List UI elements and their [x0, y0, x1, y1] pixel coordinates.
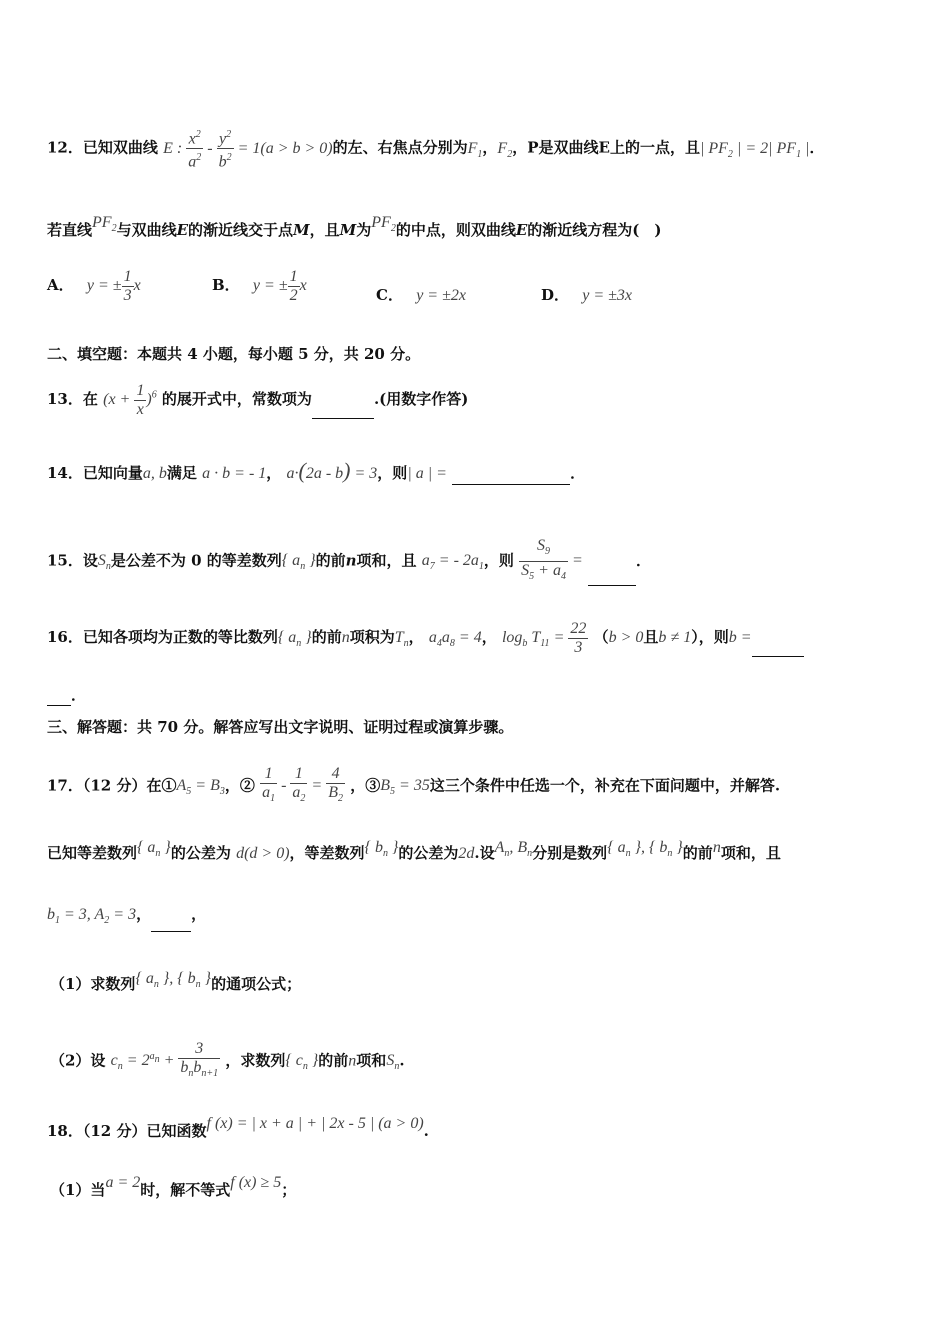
binomial-expression: (x + $\frac{1}{x}$ )$^6$ — [103, 382, 157, 418]
q14-answer-blank[interactable] — [452, 470, 570, 485]
q13: 13．在 (x + $\frac{1}{x}$ )$^6$ 的展开式中，常数项为 .(用数字作答) — [47, 382, 469, 418]
q14: 14．已知向量a, b满足 a · b = - 1， a·(2a - b) = 3，则| a | = ． — [47, 458, 586, 483]
q17-condition-blank[interactable] — [151, 917, 191, 932]
q15: 15．设$S_n$是公差不为 0 的等差数列{ $a_n$ }的前n项和，且 $a_7$ = - $2a_1$，则 $\frac{S_9}{S_5 + a_4}$ = ． — [47, 537, 651, 586]
q16-continuation: ． — [47, 684, 86, 706]
q17-line3: $b_1 = 3$, $A_2 = 3$， ， — [47, 903, 206, 932]
q17-part1: （1）求数列{ $a_n$ }, { $b_n$ }的通项公式； — [50, 970, 302, 993]
q17-line1: 17．（12 分）在$①A_5 = B_3$，② $\frac{1}{a_1}$ - $\frac{1}{a_2}$ = $\frac{4}{B_2}$ ，$③B_5 = 35$这三个条件中任选一个，补充在下面问题中，并解答. — [47, 765, 781, 805]
q17-line2: 已知等差数列{ $a_n$ }的公差为 d(d > 0)，等差数列{ $b_n$ }的公差为2d.设$A_n$, $B_n$分别是数列{ $a_n$ }, { $b_n$ }的前n项和，且 — [47, 839, 781, 862]
q12-option-c[interactable]: C． y = ±2x — [376, 286, 466, 304]
q15-answer-blank[interactable] — [588, 571, 636, 586]
q17-part2: （2）设 $c_n = 2^{a_n}$ + 3 $b_nb_{n+1}$ ，求数列{ $c_n$ }的前n项和$S_n$. — [50, 1040, 405, 1080]
section-2-heading: 二、填空题：本题共 4 小题，每小题 5 分，共 20 分。 — [47, 345, 421, 363]
q18: 18．（12 分）已知函数f (x) = | x + a | + | 2x - 5 | (a > 0). — [47, 1115, 429, 1140]
q12-line2: 若直线$PF_2$与双曲线E的渐近线交于点M，且M为$PF_2$的中点，则双曲线E的渐近线方程为( ) — [47, 214, 662, 239]
q12-option-b[interactable]: B． y = ± $\frac{1}{2}$ x — [212, 268, 307, 304]
section-3-heading: 三、解答题：共 70 分。解答应写出文字说明、证明过程或演算步骤。 — [47, 718, 514, 736]
q16: 16．已知各项均为正数的等比数列{ $a_n$ }的前n项积为$T_n$， $a_4a_8 = 4$， $\log_b T_{11}$ = $\frac{22}{3}$ （b > 0且b ≠ 1），则b = — [47, 620, 804, 657]
q13-answer-blank[interactable] — [312, 404, 374, 419]
q16-answer-blank[interactable] — [752, 642, 804, 657]
hyperbola-equation: E : $\frac{x^2}{a^2}$ - $\frac{y^2}{b^2}$ = 1(a > b > 0) — [163, 140, 332, 157]
q12-option-d[interactable]: D． y = ±3x — [541, 286, 633, 304]
q18-part1: （1）当a = 2时，解不等式f (x) ≥ 5； — [50, 1174, 297, 1199]
q12-line1: 12．已知双曲线 E : $\frac{x^2}{a^2}$ - $\frac{y^2}{b^2}$ = 1(a > b > 0)的左、右焦点分别为$F_1$，$F_2$，P是双曲线E上的一点，且| $PF_2$ | = 2| $PF_1$ |． — [47, 126, 824, 172]
q12-option-a[interactable]: A． y = ± $\frac{1}{3}$ x — [47, 268, 141, 304]
